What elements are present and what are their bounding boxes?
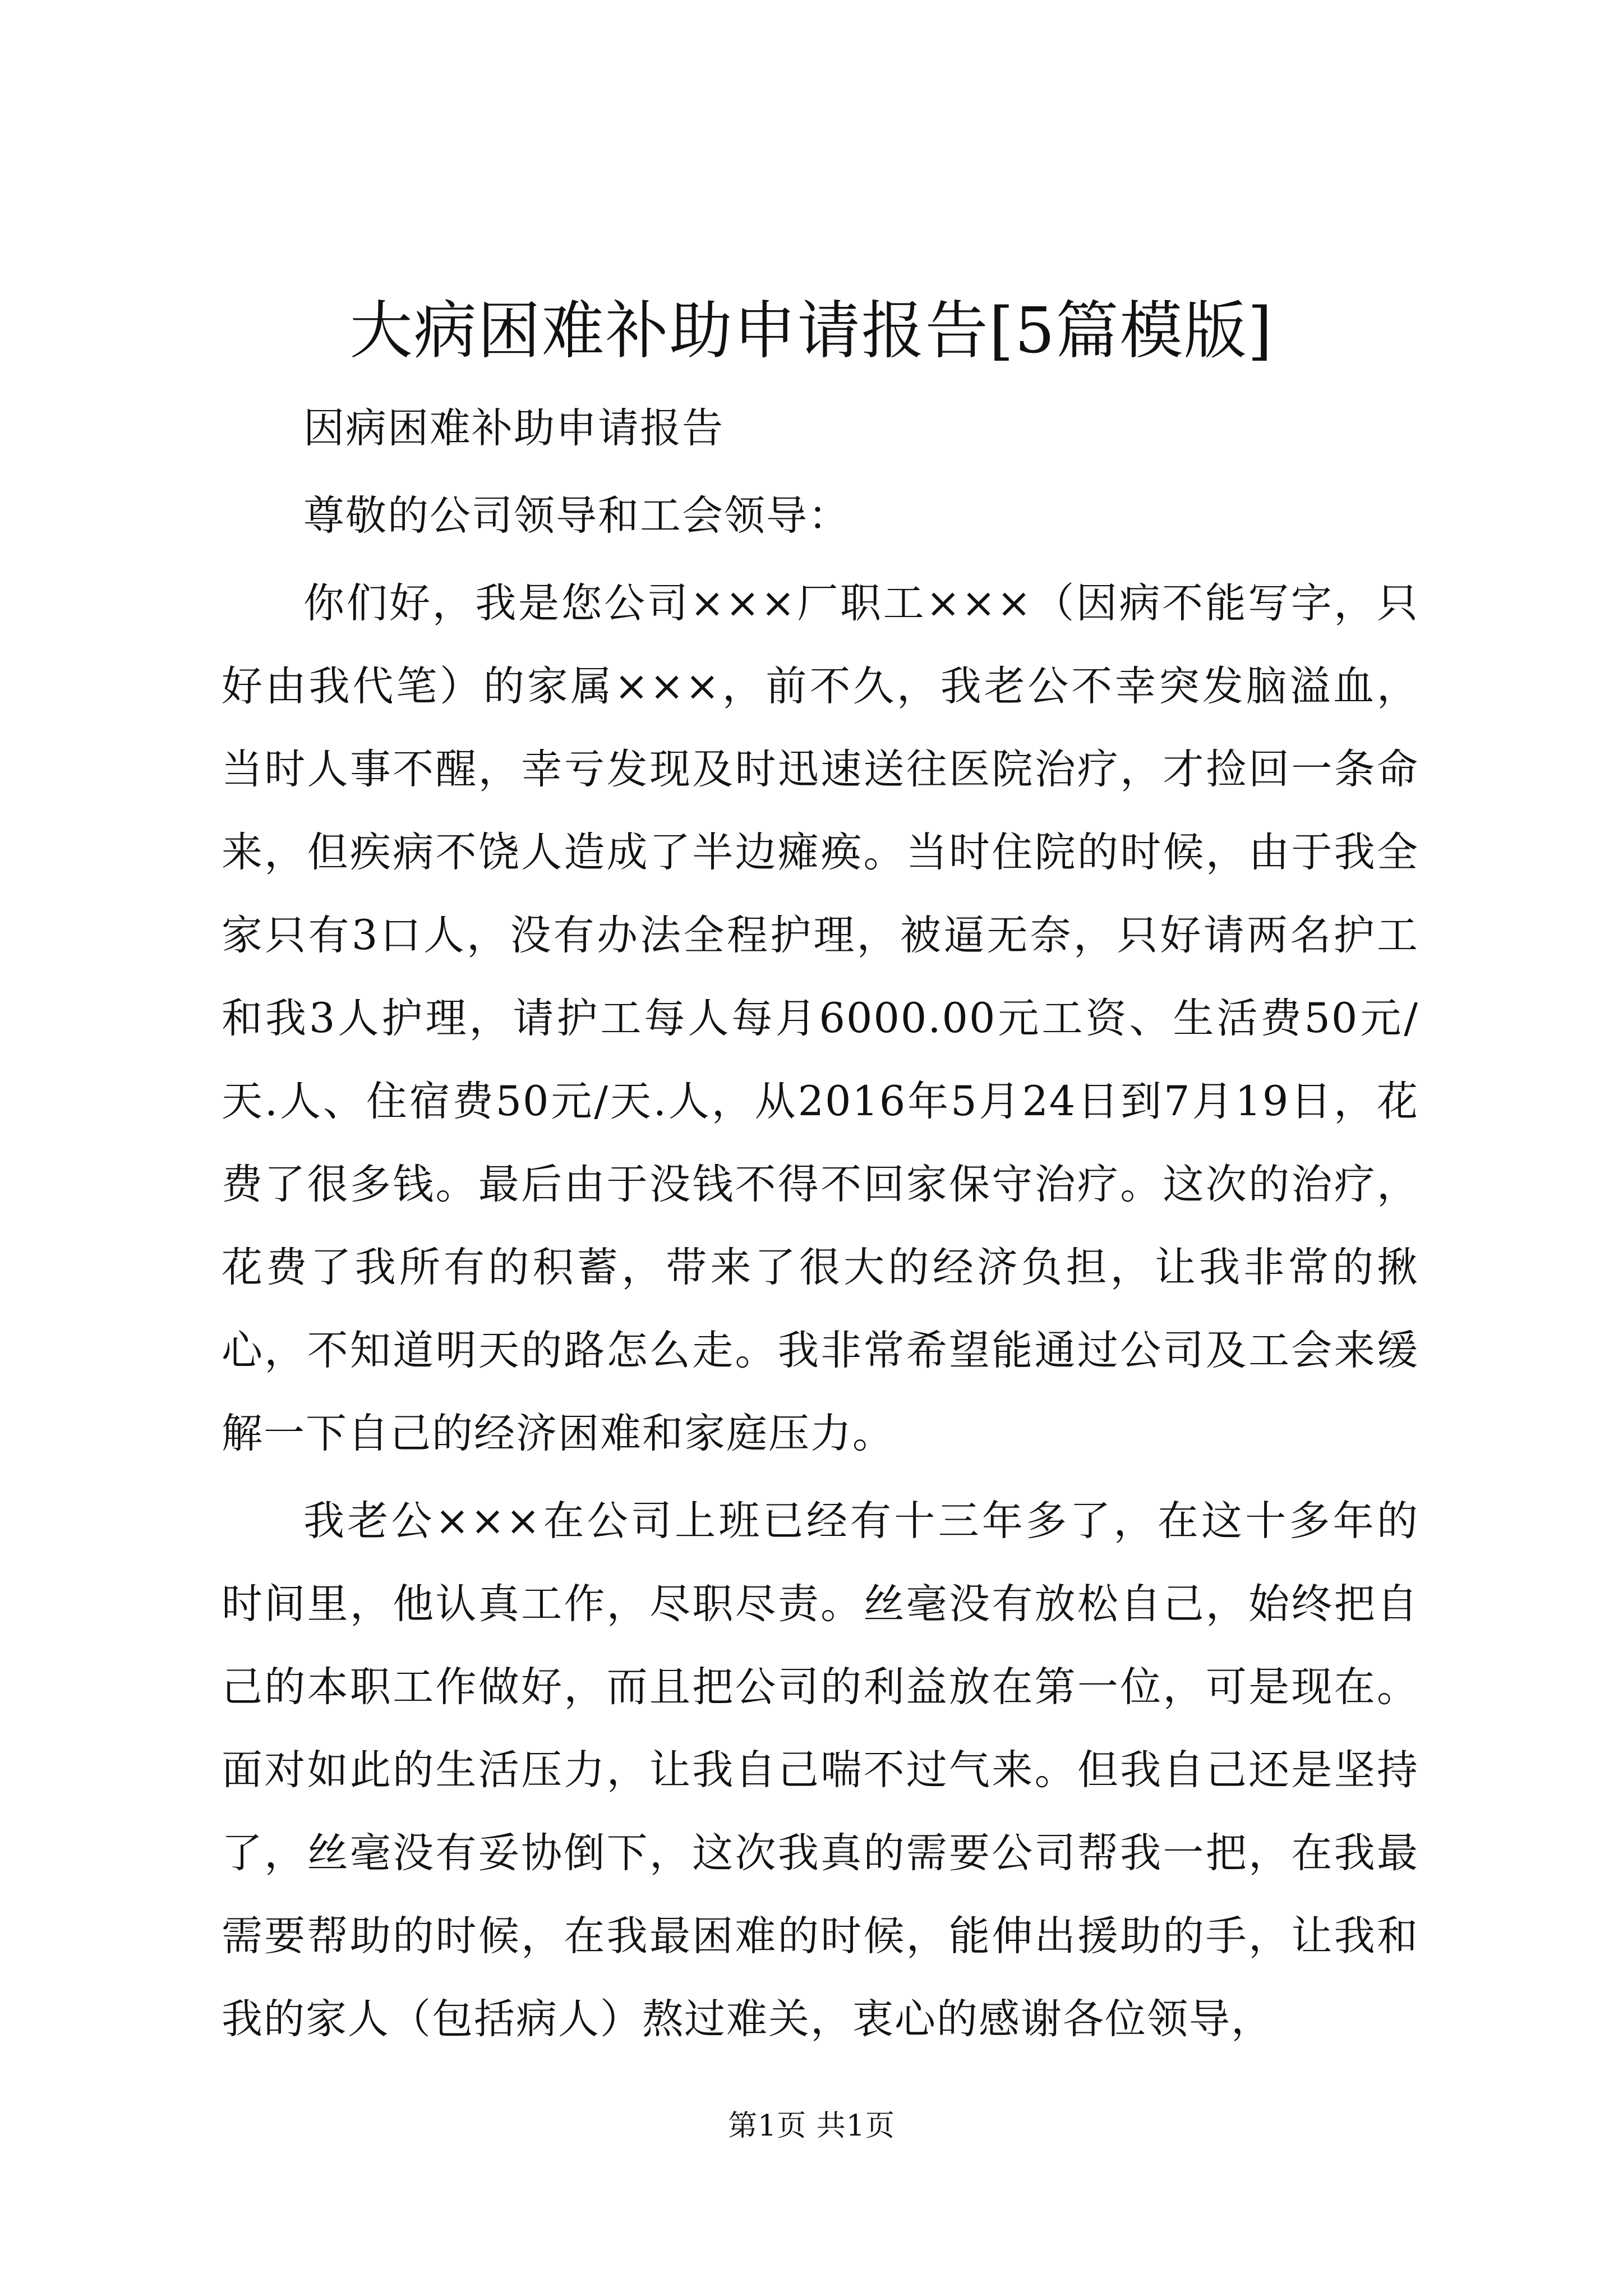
document-body [222, 387, 1419, 2065]
page-number-footer: 第1页 共1页 [728, 2109, 895, 2143]
body-paragraph: 你们好，我是您公司×××厂职工×××（因病不能写字，只好由我代笔）的家属×××，前不久，我老公不幸突发脑溢血，当时人事不醒，幸亏发现及时迅速送往医院治疗，才捡回一条命来，但疾病不饶人造成了半边瘫痪。当时住院的时候，由于我全家只有3口人，没有办法全程护理，被逼无奈，只好请两名护工和我3人护理，请护工每人每月6000.00元工资、生活费50元/天.人、住宿费50元/天.人，从2016年5月24日到7月19日，花费了很多钱。最后由于没钱不得不回家保守治疗。这次的治疗，花费了我所有的积蓄，带来了很大的经济负担，让我非常的揪心，不知道明天的路怎么走。我非常希望能通过公司及工会来缓解一下自己的经济困难和家庭压力。 [222, 579, 1419, 1457]
body-paragraph: 我老公×××在公司上班已经有十三年多了，在这十多年的时间里，他认真工作，尽职尽责。丝毫没有放松自己，始终把自己的本职工作做好，而且把公司的利益放在第一位，可是现在。面对如此的生活压力，让我自己喘不过气来。但我自己还是坚持了，丝毫没有妥协倒下，这次我真的需要公司帮我一把，在我最需要帮助的时候，在我最困难的时候，能伸出援助的手，让我和我的家人（包括病人）熬过难关，衷心的感谢各位领导， [222, 1497, 1419, 2043]
document-title: 大病困难补助申请报告[5篇模版] [349, 295, 1274, 367]
subtitle-paragraph: 因病困难补助申请报告 [303, 404, 724, 452]
salutation-paragraph: 尊敬的公司领导和工会领导： [303, 492, 850, 540]
